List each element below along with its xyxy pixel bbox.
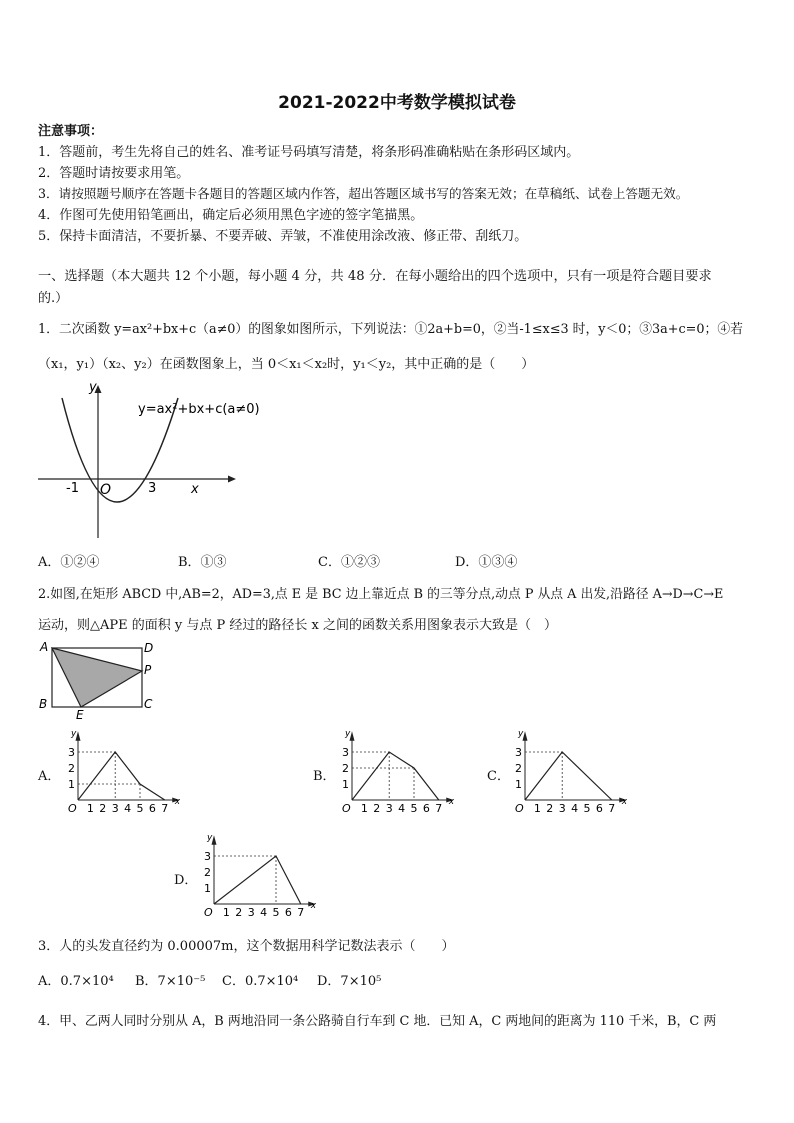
y-tick-label: 2 bbox=[68, 762, 75, 775]
x-tick-label: 1 bbox=[360, 802, 368, 815]
x-tick-label: 5 bbox=[583, 802, 591, 815]
x-tick-label: 4 bbox=[124, 802, 132, 815]
q1-option-d[interactable]: D．①③④ bbox=[455, 555, 518, 570]
point-a-label: A bbox=[40, 640, 49, 654]
x-axis-label: x bbox=[310, 901, 317, 911]
y-tick-label: 1 bbox=[342, 778, 349, 791]
function-line bbox=[525, 752, 612, 800]
y-axis-label: y bbox=[71, 730, 77, 739]
origin-label: O bbox=[515, 802, 524, 815]
q2-graph-b bbox=[334, 730, 464, 815]
point-b-label: B bbox=[39, 697, 48, 711]
x-axis-label: x bbox=[174, 797, 181, 807]
x-tick-label: 3 bbox=[111, 802, 119, 815]
y-tick-label: 2 bbox=[204, 866, 211, 879]
x-tick-label: 3 bbox=[247, 906, 255, 919]
equation-label: y=ax²+bx+c(a≠0) bbox=[138, 402, 260, 417]
q3-option-d[interactable]: D．7×10⁵ bbox=[317, 974, 382, 989]
y-tick-label: 3 bbox=[204, 850, 211, 863]
y-axis-label: y bbox=[345, 730, 351, 739]
y-axis-label: y bbox=[518, 730, 524, 739]
page-title: 2021-2022中考数学模拟试卷 bbox=[278, 93, 516, 113]
q2-option-c[interactable]: C． bbox=[487, 769, 510, 784]
q2-option-a[interactable]: A． bbox=[38, 769, 61, 784]
y-tick-label: 1 bbox=[515, 778, 522, 791]
y-tick-label: 1 bbox=[204, 882, 211, 895]
x-tick-label: 5 bbox=[136, 802, 144, 815]
rectangle-figure bbox=[36, 638, 158, 722]
question-1-text-cont: （x₁，y₁）（x₂、y₂）在函数图象上，当 0＜x₁＜x₂时，y₁＜y₂，其中正确的是（ ） bbox=[38, 357, 535, 372]
function-line bbox=[214, 856, 301, 904]
x-tick-label: 7 bbox=[297, 906, 305, 919]
q3-option-c[interactable]: C．0.7×10⁴ bbox=[222, 974, 299, 989]
x-tick-label: 7 bbox=[608, 802, 616, 815]
note-item: 4．作图可先使用铅笔画出，确定后必须用黑色字迹的签字笔描黑。 bbox=[38, 208, 424, 223]
x-tick-label: 3 bbox=[385, 802, 393, 815]
x-tick-label: 7 bbox=[435, 802, 443, 815]
x-tick-label: 4 bbox=[260, 906, 268, 919]
x-tick-label: 1 bbox=[86, 802, 94, 815]
x-tick-label: 1 bbox=[222, 906, 230, 919]
notes-heading: 注意事项： bbox=[38, 124, 104, 139]
point-c-label: C bbox=[144, 697, 153, 711]
x-axis-label: x bbox=[621, 797, 628, 807]
x-tick-label: 4 bbox=[571, 802, 579, 815]
question-2-text: 2.如图,在矩形 ABCD 中,AB=2，AD=3,点 E 是 BC 边上靠近点 B 的三等分点,动点 P 从点 A 出发,沿路径 A→D→C→E bbox=[38, 587, 724, 602]
function-line bbox=[352, 752, 439, 800]
question-1-text: 1．二次函数 y=ax²+bx+c（a≠0）的图象如图所示，下列说法：①2a+b=0，②当-1≤x≤3 时，y＜0；③3a+c=0；④若 bbox=[38, 322, 743, 337]
point-e-label: E bbox=[76, 708, 84, 722]
q1-option-a[interactable]: A．①②④ bbox=[38, 555, 100, 570]
x-tick-label: 6 bbox=[422, 802, 430, 815]
x-tick-label: 4 bbox=[398, 802, 406, 815]
y-tick-label: 1 bbox=[68, 778, 75, 791]
x-tick-label: 2 bbox=[235, 906, 243, 919]
point-p-label: P bbox=[144, 663, 152, 677]
function-line bbox=[78, 752, 165, 800]
question-3-text: 3．人的头发直径约为 0.00007m，这个数据用科学记数法表示（ ） bbox=[38, 939, 455, 954]
origin-label: O bbox=[100, 482, 112, 498]
y-tick-label: 3 bbox=[68, 746, 75, 759]
q3-option-a[interactable]: A．0.7×10⁴ bbox=[38, 974, 114, 989]
x-axis-label: x bbox=[191, 482, 199, 497]
note-item: 1．答题前，考生先将自己的姓名、准考证号码填写清楚，将条形码准确粘贴在条形码区域内。 bbox=[38, 145, 580, 160]
x-tick-label: 6 bbox=[284, 906, 292, 919]
section-heading: 一、选择题（本大题共 12 个小题，每小题 4 分，共 48 分．在每小题给出的四个选项中，只有一项是符合题目要求 bbox=[38, 269, 712, 284]
q2-graph-a bbox=[60, 730, 190, 815]
question-2-text-cont: 运动，则△APE 的面积 y 与点 P 经过的路径长 x 之间的函数关系用图象表示大致是（ ） bbox=[38, 618, 557, 633]
note-item: 3．请按照题号顺序在答题卡各题目的答题区域内作答，超出答题区域书写的答案无效；在草稿纸、试卷上答题无效。 bbox=[38, 186, 689, 201]
q2-option-d[interactable]: D． bbox=[174, 873, 198, 888]
q1-option-b[interactable]: B．①③ bbox=[178, 555, 227, 570]
x-tick-label: 5 bbox=[272, 906, 280, 919]
y-tick-label: 3 bbox=[342, 746, 349, 759]
x-tick-label: 3 bbox=[558, 802, 566, 815]
origin-label: O bbox=[68, 802, 77, 815]
x-tick-label: 7 bbox=[161, 802, 169, 815]
x-tick-label: 2 bbox=[99, 802, 107, 815]
q2-graph-c bbox=[507, 730, 637, 815]
note-item: 5．保持卡面清洁，不要折暴、不要弄破、弄皱，不准使用涂改液、修正带、刮纸刀。 bbox=[38, 229, 528, 244]
y-axis-label: y bbox=[207, 834, 213, 843]
x-tick-label: 6 bbox=[148, 802, 156, 815]
origin-label: O bbox=[204, 906, 213, 919]
q1-option-c[interactable]: C．①②③ bbox=[318, 555, 380, 570]
note-item: 2．答题时请按要求用笔。 bbox=[38, 166, 190, 181]
x-tick-label: 1 bbox=[533, 802, 541, 815]
x-tick-label: 2 bbox=[546, 802, 554, 815]
y-tick-label: 2 bbox=[342, 762, 349, 775]
point-d-label: D bbox=[144, 641, 154, 655]
root-left-label: -1 bbox=[66, 481, 79, 496]
triangle-ape bbox=[52, 648, 142, 707]
x-tick-label: 5 bbox=[410, 802, 418, 815]
x-tick-label: 6 bbox=[595, 802, 603, 815]
q2-option-b[interactable]: B． bbox=[313, 769, 336, 784]
origin-label: O bbox=[342, 802, 351, 815]
parabola-graph bbox=[36, 378, 276, 544]
x-tick-label: 2 bbox=[373, 802, 381, 815]
root-right-label: 3 bbox=[148, 481, 157, 496]
y-tick-label: 3 bbox=[515, 746, 522, 759]
q3-option-b[interactable]: B．7×10⁻⁵ bbox=[135, 974, 206, 989]
section-heading-cont: 的.） bbox=[38, 291, 69, 306]
x-axis-label: x bbox=[448, 797, 455, 807]
y-tick-label: 2 bbox=[515, 762, 522, 775]
y-axis-label: y bbox=[89, 380, 97, 395]
question-4-text: 4．甲、乙两人同时分别从 A，B 两地沿同一条公路骑自行车到 C 地．已知 A，C 两地间的距离为 110 千米，B，C 两 bbox=[38, 1014, 717, 1029]
q2-graph-d bbox=[196, 834, 326, 919]
